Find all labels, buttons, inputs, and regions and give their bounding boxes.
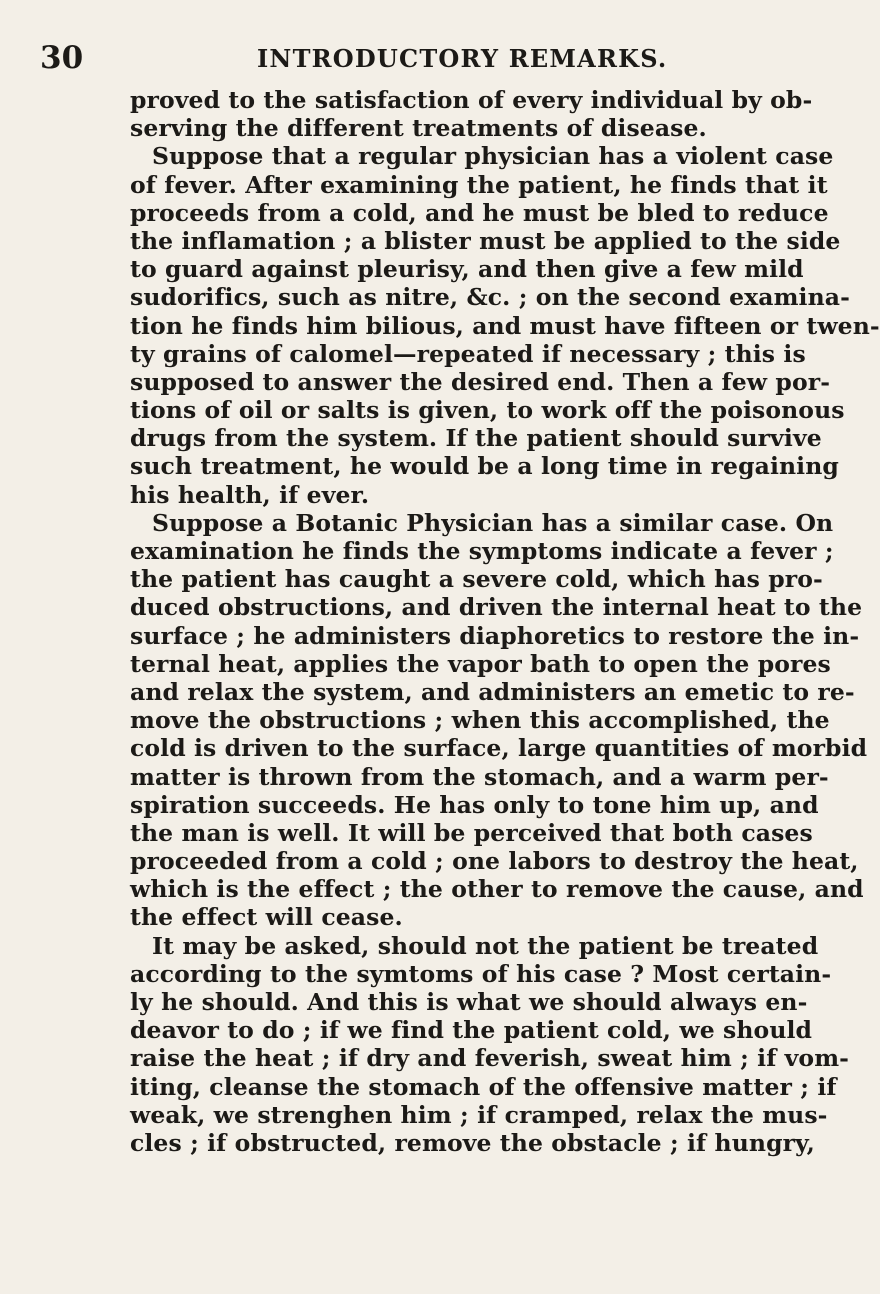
text-line: serving the different treatments of disease. xyxy=(130,114,707,143)
text-line: duced obstructions, and driven the internal heat to the xyxy=(130,593,863,622)
text-line: spiration succeeds. He has only to tone him up, and xyxy=(130,790,819,819)
body-text xyxy=(130,86,880,1157)
page-header xyxy=(40,38,760,78)
text-line: and relax the system, and administers an emetic to re- xyxy=(130,677,855,706)
text-line: surface ; he administers diaphoretics to restore the in- xyxy=(130,621,860,650)
text-line: tions of oil or salts is given, to work off the poisonous xyxy=(130,396,845,425)
text-line: ty grains of calomel—repeated if necessary ; this is xyxy=(130,339,806,368)
text-line: weak, we strenghen him ; if cramped, relax the mus- xyxy=(130,1100,828,1129)
text-line: which is the effect ; the other to remove the cause, and xyxy=(130,875,864,904)
text-line: deavor to do ; if we find the patient cold, we should xyxy=(130,1016,813,1045)
text-line: examination he finds the symptoms indicate a fever ; xyxy=(130,537,834,565)
text-line: the effect will cease. xyxy=(130,903,403,932)
text-line: proceeds from a cold, and he must be bled to reduce xyxy=(130,198,829,227)
text-line: the inflamation ; a blister must be applied to the side xyxy=(130,226,841,255)
text-line: proved to the satisfaction of every individual by ob- xyxy=(130,86,813,114)
text-line: sudorifics, such as nitre, &c. ; on the second examina- xyxy=(130,283,850,312)
text-line: of fever. After examining the patient, he finds that it xyxy=(130,170,828,199)
text-line: It may be asked, should not the patient be treated xyxy=(152,931,819,960)
text-line: such treatment, he would be a long time in regaining xyxy=(130,452,839,481)
text-line: cold is driven to the surface, large quantities of morbid xyxy=(130,734,868,763)
text-line: ternal heat, applies the vapor bath to open the pores xyxy=(130,649,831,678)
text-line: cles ; if obstructed, remove the obstacle ; if hungry, xyxy=(130,1128,815,1157)
text-line: supposed to answer the desired end. Then a few por- xyxy=(130,367,831,396)
text-line: proceeded from a cold ; one labors to destroy the heat, xyxy=(130,847,859,876)
text-line: move the obstructions ; when this accomplished, the xyxy=(130,706,830,735)
text-line: matter is thrown from the stomach, and a warm per- xyxy=(130,762,829,791)
text-line: drugs from the system. If the patient should survive xyxy=(130,424,822,453)
page-number: 30 xyxy=(40,40,84,76)
text-line: ly he should. And this is what we should always en- xyxy=(130,988,808,1016)
text-line: according to the symtoms of his case ? Most certain- xyxy=(130,959,832,988)
text-line: iting, cleanse the stomach of the offensive matter ; if xyxy=(130,1072,837,1101)
running-title: INTRODUCTORY REMARKS. xyxy=(257,44,668,73)
text-line: Suppose that a regular physician has a violent case xyxy=(152,142,834,171)
text-line: raise the heat ; if dry and feverish, sweat him ; if vom- xyxy=(130,1044,850,1073)
text-line: tion he finds him bilious, and must have fifteen or twen- xyxy=(130,311,880,340)
text-line: the man is well. It will be perceived that both cases xyxy=(130,818,813,847)
text-line: his health, if ever. xyxy=(130,480,370,509)
text-line: to guard against pleurisy, and then give a few mild xyxy=(130,255,804,284)
text-line: the patient has caught a severe cold, which has pro- xyxy=(130,565,823,594)
text-line: Suppose a Botanic Physician has a similar case. On xyxy=(152,508,834,537)
